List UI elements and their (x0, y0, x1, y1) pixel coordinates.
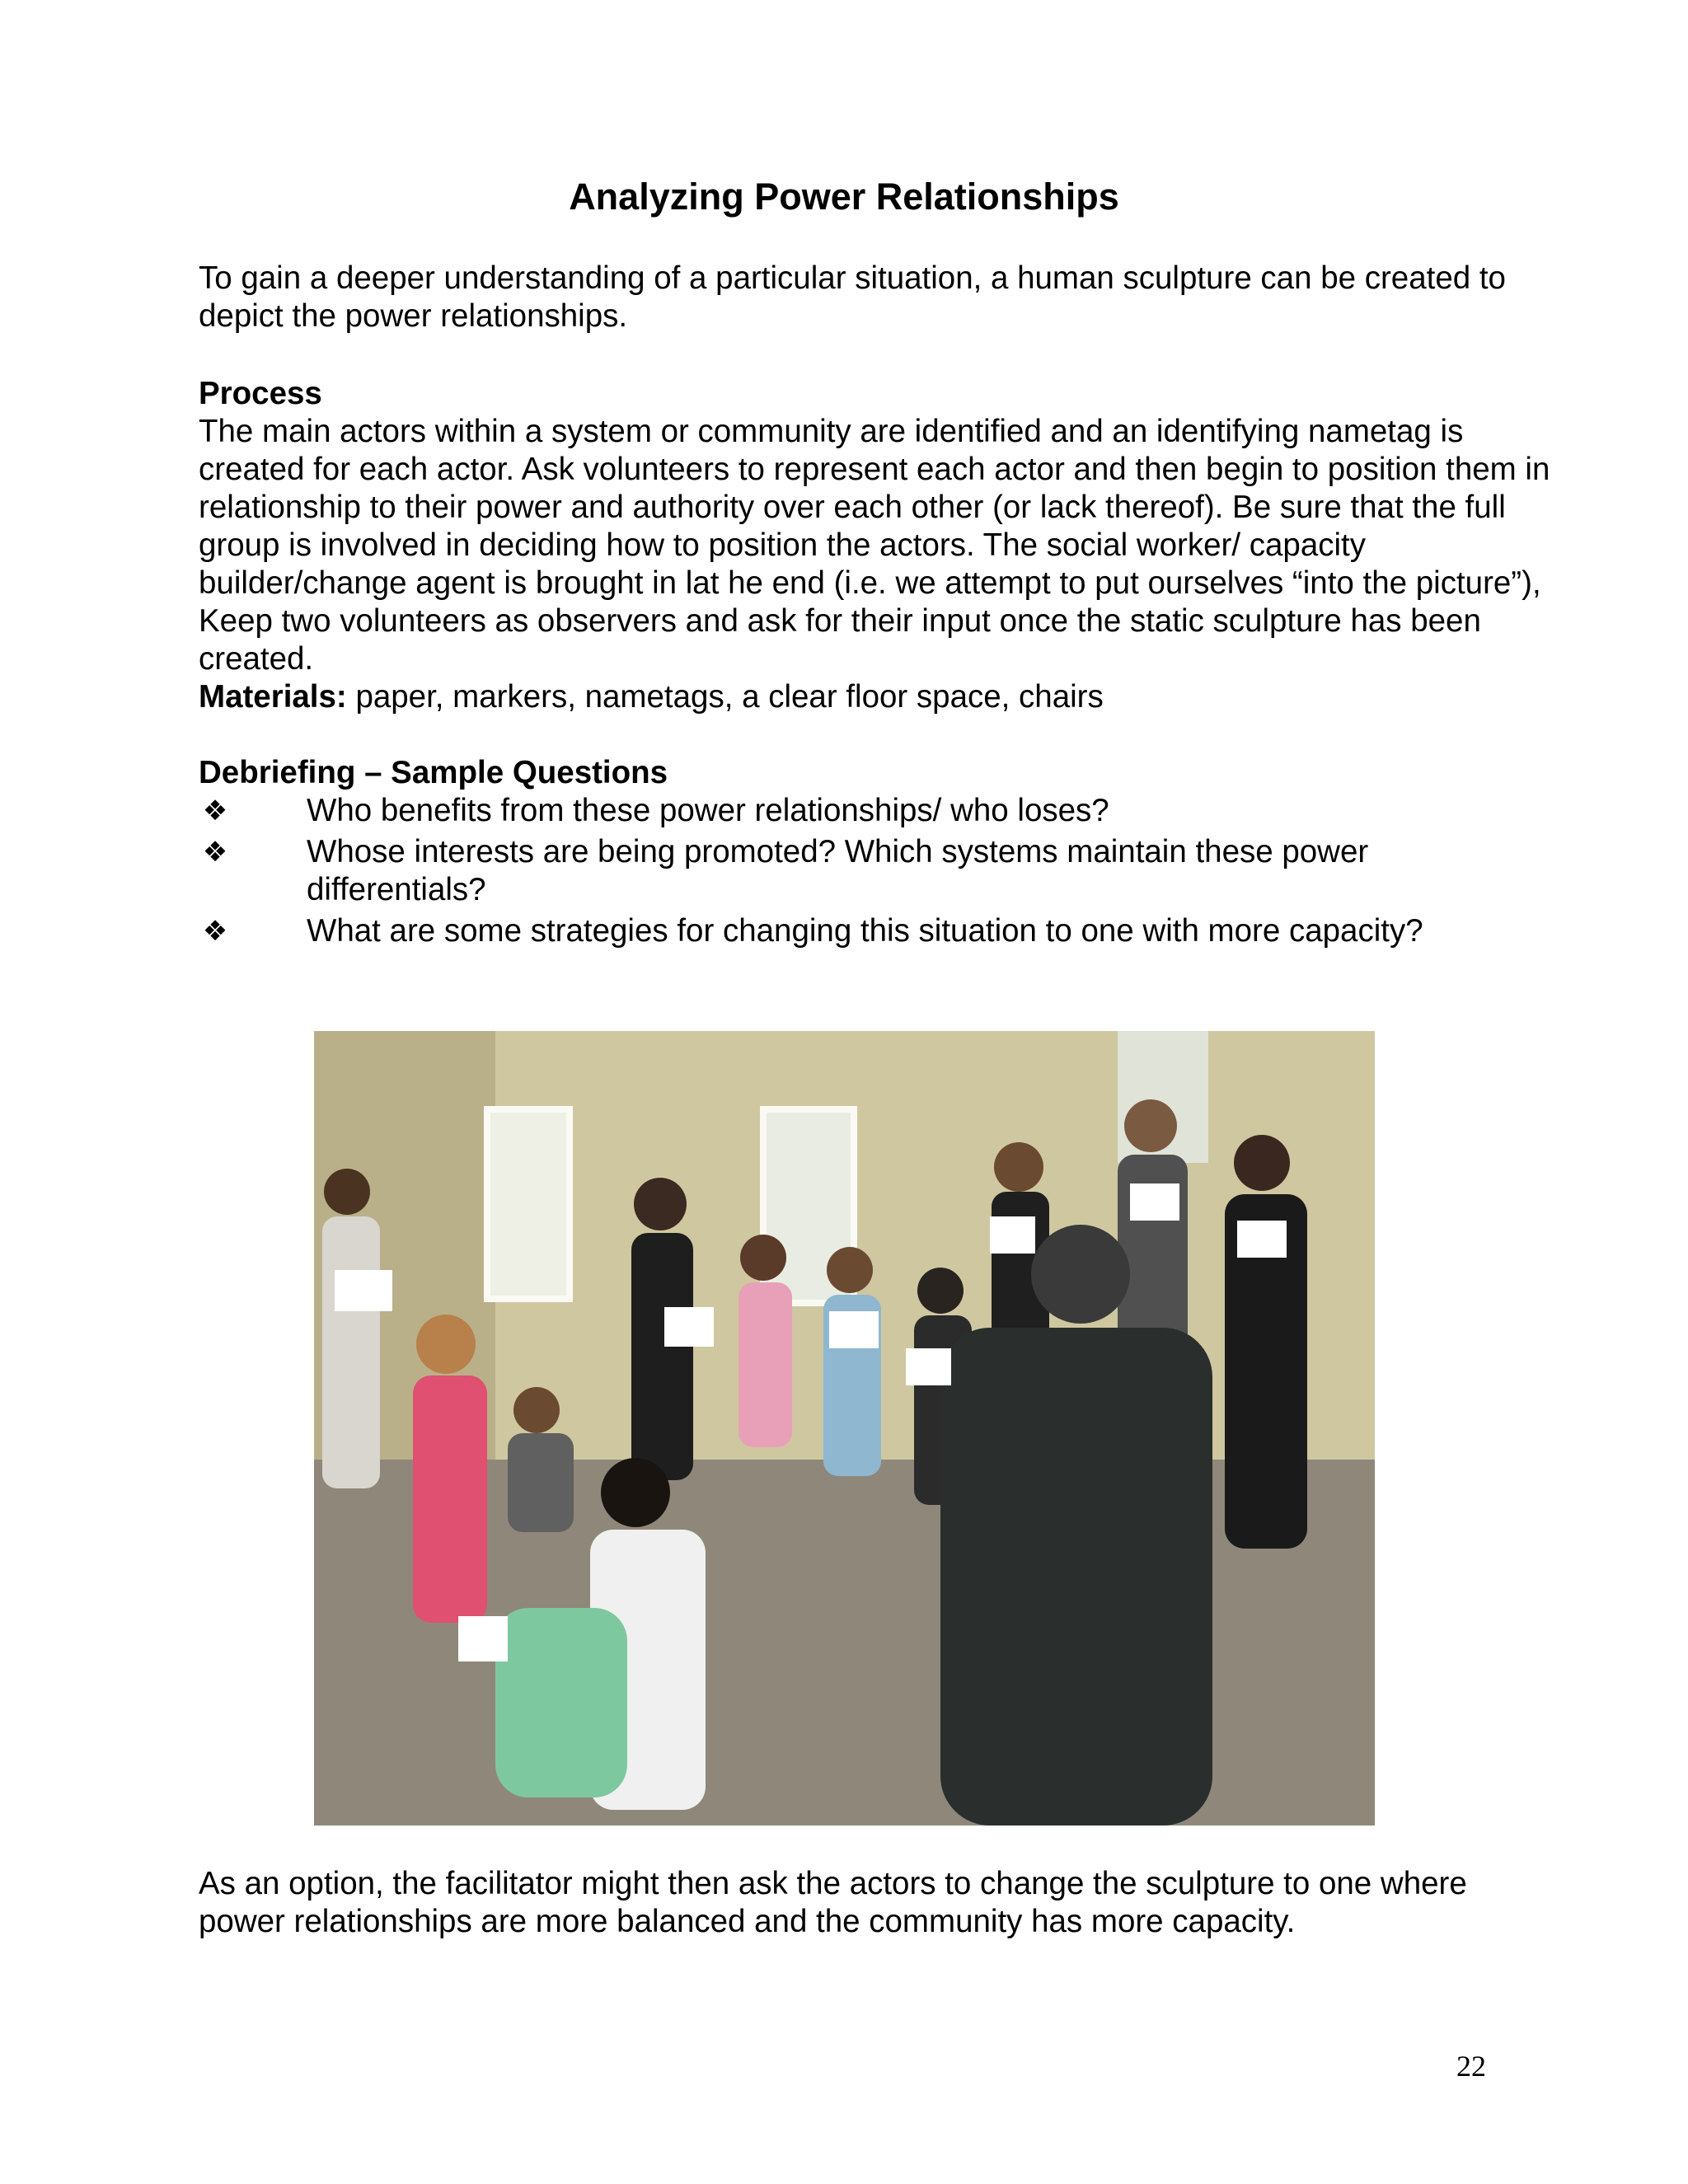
materials-text: paper, markers, nametags, a clear floor space, chairs (346, 679, 1104, 715)
photo-illustration (314, 1031, 1375, 1825)
diamond-bullet-icon: ❖ (202, 837, 228, 868)
question-item (199, 833, 1550, 909)
page-number: 22 (1456, 2050, 1486, 2083)
diamond-bullet-icon: ❖ (202, 795, 228, 827)
page-title: Analyzing Power Relationships (569, 176, 1119, 218)
question-text: What are some strategies for changing this situation to one with more capacity? (307, 913, 1423, 949)
intro-paragraph: To gain a deeper understanding of a particular situation, a human sculpture can be created to depict the power relationships. (199, 260, 1506, 334)
question-item (199, 912, 1550, 950)
question-item (199, 792, 1550, 830)
process-heading: Process (199, 376, 322, 411)
process-paragraph: The main actors within a system or community are identified and an identifying nametag is created for each actor. Ask volunteers to represent each actor and then begin to position them in relationship to their power and authority over each other (or lack thereof). Be sure that the full group is involved in deciding how to position the actors. The social worker/ capacity builder/change agent is brought in lat he end (i.e. we attempt to put ourselves “into the picture”), Keep two volunteers as observers and ask for their input once the static sculpture has been created. (199, 414, 1550, 677)
closing-paragraph: As an option, the facilitator might then ask the actors to change the sculpture to one where power relationships are more balanced and the community has more capacity. (199, 1866, 1467, 1939)
group-sculpture-photo (314, 1031, 1375, 1825)
question-text: Who benefits from these power relationships/ who loses? (307, 793, 1109, 828)
diamond-bullet-icon: ❖ (202, 916, 228, 947)
debriefing-heading: Debriefing – Sample Questions (199, 755, 668, 790)
materials-label: Materials: (199, 679, 347, 715)
question-text: Whose interests are being promoted? Which systems maintain these power differentials? (307, 834, 1369, 907)
materials-line (199, 678, 1550, 716)
question-list (199, 792, 1550, 954)
